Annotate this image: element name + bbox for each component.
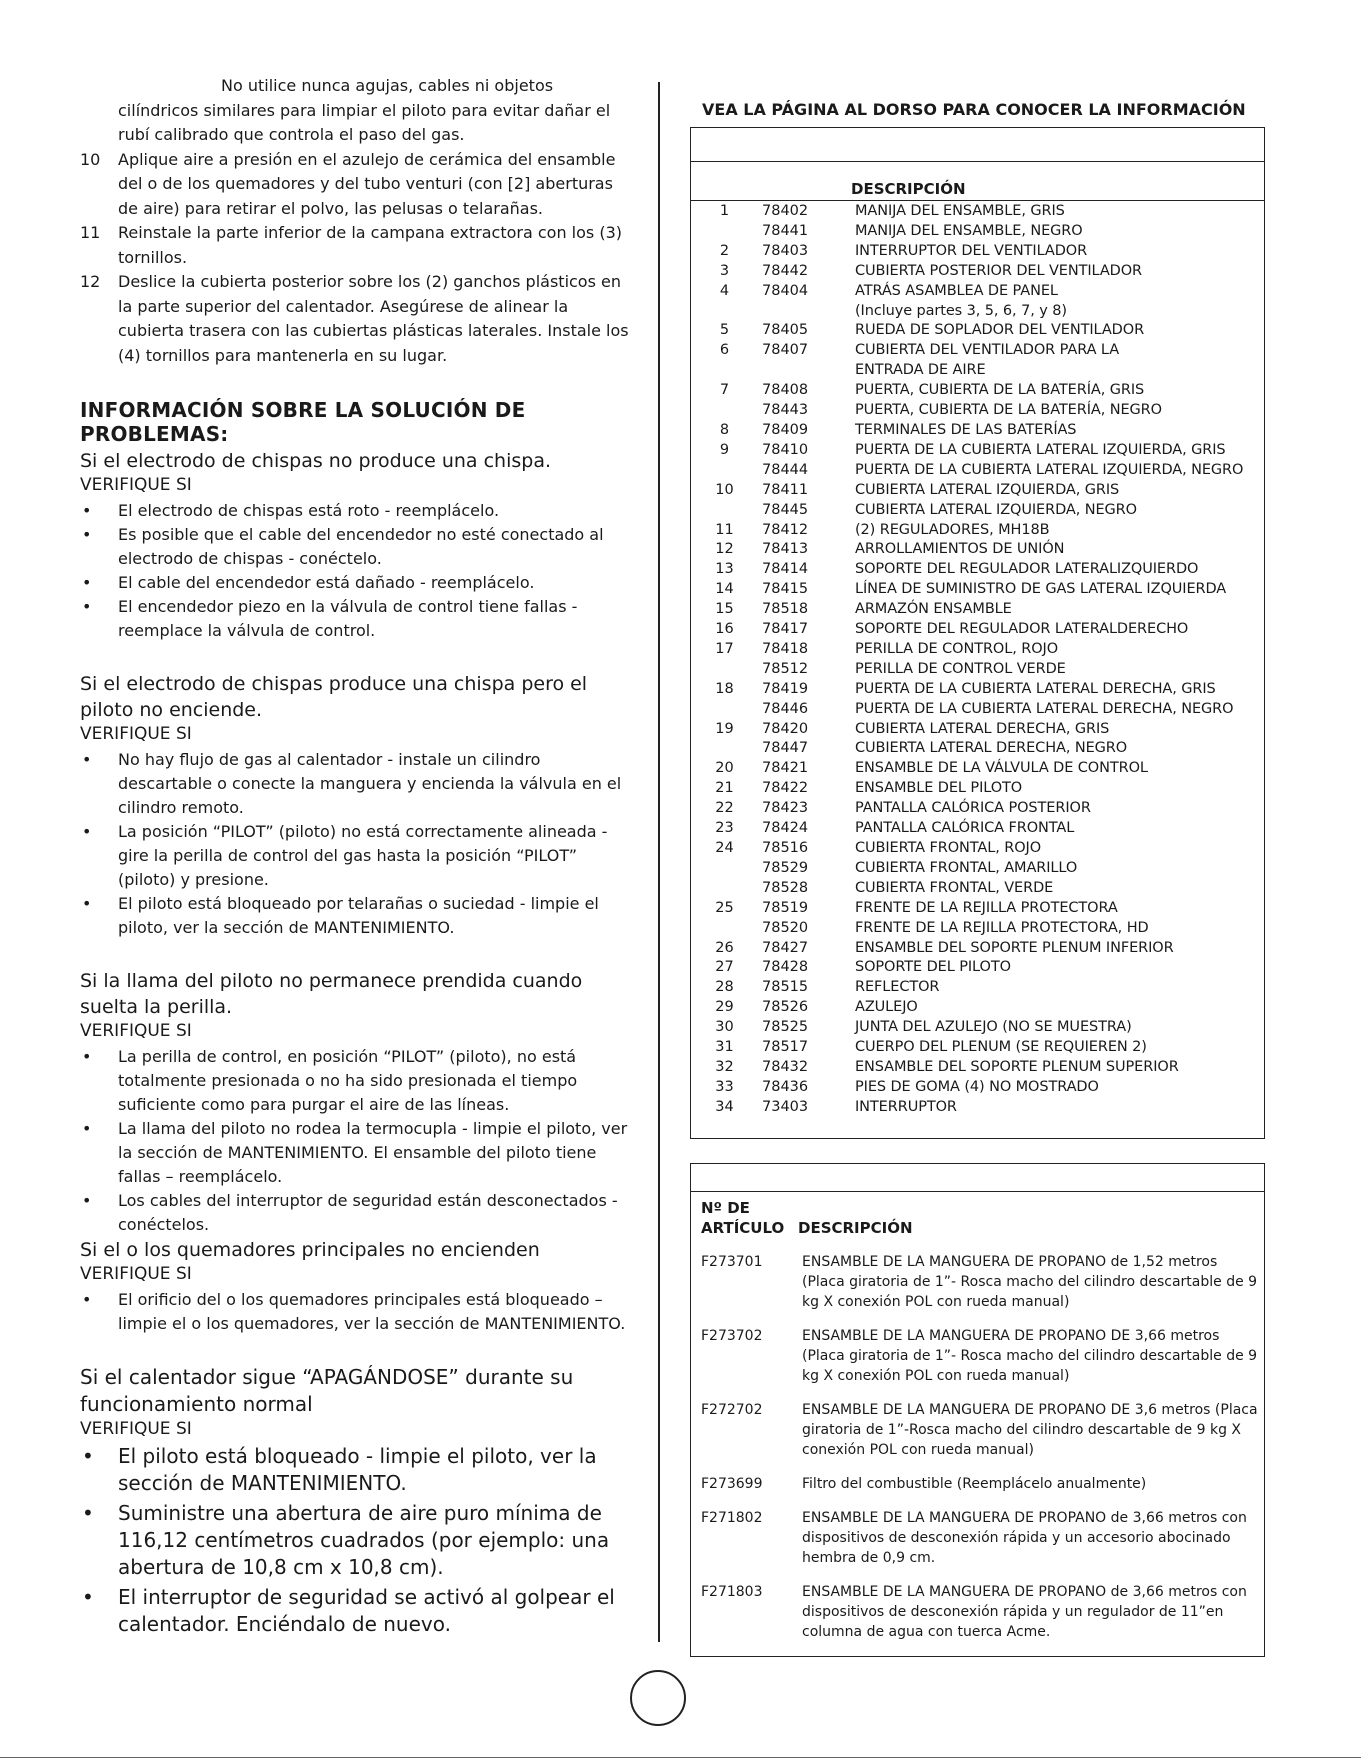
check-item <box>80 1045 635 1117</box>
part-description: CUBIERTA LATERAL IZQUIERDA, NEGRO <box>855 501 1137 518</box>
part-key-number: 4 <box>719 282 730 299</box>
part-number: 78432 <box>762 1058 809 1075</box>
part-description: REFLECTOR <box>855 979 940 996</box>
step-text: Aplique aire a presión en el azulejo de cerámica del ensamble del o de los quemadores y del tubo venturi (con [2] aberturas de aire) para retirar el polvo, las pelusas o telarañas. <box>118 149 616 218</box>
part-description: CUBIERTA LATERAL IZQUIERDA, GRIS <box>855 481 1120 498</box>
part-number: 78415 <box>762 581 809 598</box>
check-item <box>80 1288 635 1336</box>
part-description: SOPORTE DEL REGULADOR LATERALDERECHO <box>855 621 1189 638</box>
parts-row <box>691 600 1243 620</box>
part-description: CUBIERTA FRONTAL, VERDE <box>855 879 1054 896</box>
part-key-number: 23 <box>715 820 734 837</box>
step-number: 10 <box>80 149 101 169</box>
part-key-number: 18 <box>715 680 734 697</box>
part-number: 78517 <box>762 1039 809 1056</box>
check-item <box>80 820 635 892</box>
bullet-icon: • <box>82 1444 94 1468</box>
check-text: La posición “PILOT” (piloto) no está correctamente alineada - gire la perilla de control del gas hasta la posición “PILOT” (piloto) y presione. <box>118 822 608 889</box>
check-list <box>80 1288 635 1336</box>
check-text: No hay flujo de gas al calentador - instale un cilindro descartable o conecte la manguera y encienda la válvula en el cilindro remoto. <box>118 750 622 817</box>
part-description: ARMAZÓN ENSAMBLE <box>855 601 1012 618</box>
column-divider <box>658 82 660 1642</box>
part-number: 78402 <box>762 203 809 219</box>
part-number: 78412 <box>762 521 809 538</box>
part-description: PUERTA, CUBIERTA DE LA BATERÍA, GRIS <box>855 382 1145 399</box>
part-number: 78417 <box>762 621 809 638</box>
part-number: 78408 <box>762 382 809 399</box>
verify-label: VERIFIQUE SI <box>80 1419 192 1439</box>
part-key-number <box>691 879 758 899</box>
part-description: PUERTA DE LA CUBIERTA LATERAL IZQUIERDA, NEGRO <box>855 461 1244 478</box>
part-number: 78512 <box>762 660 809 677</box>
part-key-number <box>691 660 758 680</box>
part-key-number: 19 <box>715 720 734 737</box>
part-key-number: 27 <box>715 959 734 976</box>
part-description: LÍNEA DE SUMINISTRO DE GAS LATERAL IZQUIERDA <box>855 581 1227 598</box>
condition-heading: Si el o los quemadores principales no encienden <box>80 1239 540 1261</box>
part-description: CUBIERTA LATERAL DERECHA, NEGRO <box>855 740 1128 757</box>
parts-row <box>691 660 1243 680</box>
part-key-number: 25 <box>715 899 734 916</box>
bullet-icon: • <box>82 525 92 544</box>
part-description: CUBIERTA FRONTAL, ROJO <box>855 840 1042 856</box>
step-text: Deslice la cubierta posterior sobre los (2) ganchos plásticos en la parte superior del calentador. Asegúrese de alinear la cubierta trasera con las cubiertas plásticas laterales. Instale los (4) tornillos para mantenerla en su lugar. <box>118 272 629 365</box>
part-key-number: 8 <box>719 421 730 438</box>
part-key-number: 16 <box>715 621 734 638</box>
part-number: 78421 <box>762 760 809 777</box>
check-list <box>80 748 635 940</box>
part-key-number: 33 <box>715 1078 734 1095</box>
part-key-number <box>691 361 758 381</box>
check-list <box>80 499 635 643</box>
intro-paragraph <box>80 74 635 148</box>
parts-row <box>691 302 1243 322</box>
part-number: 78413 <box>762 541 809 558</box>
check-text: El cable del encendedor está dañado - reemplácelo. <box>118 573 535 592</box>
part-description: PIES DE GOMA (4) NO MOSTRADO <box>855 1078 1099 1095</box>
parts-header-bar <box>691 128 1264 162</box>
part-description: CUBIERTA FRONTAL, AMARILLO <box>855 859 1078 876</box>
part-description: INTERRUPTOR <box>855 1098 957 1115</box>
part-number: 78411 <box>762 481 809 498</box>
bullet-icon: • <box>82 822 92 841</box>
part-key-number: 3 <box>719 262 730 279</box>
step-text: Reinstale la parte inferior de la campana extractora con los (3) tornillos. <box>118 223 622 267</box>
parts-row <box>691 700 1243 720</box>
part-number: 78519 <box>762 899 809 916</box>
check-text: El orificio del o los quemadores principales está bloqueado – limpie el o los quemadores, ver la sección de MANTENIMIENTO. <box>118 1290 626 1333</box>
check-text: El piloto está bloqueado - limpie el piloto, ver la sección de MANTENIMIENTO. <box>118 1444 597 1495</box>
part-key-number: 13 <box>715 561 734 578</box>
part-description: RUEDA DE SOPLADOR DEL VENTILADOR <box>855 322 1145 339</box>
part-description: PUERTA, CUBIERTA DE LA BATERÍA, NEGRO <box>855 402 1162 419</box>
intro-continuation: cilíndricos similares para limpiar el piloto para evitar dañar el rubí calibrado que controla el paso del gas. <box>118 100 611 144</box>
parts-header-rule <box>691 200 1264 201</box>
step-number: 12 <box>80 272 101 291</box>
part-number: 78529 <box>762 859 809 876</box>
parts-row <box>691 540 1243 560</box>
part-description: CUBIERTA DEL VENTILADOR PARA LA <box>855 342 1120 359</box>
check-item <box>80 1189 635 1237</box>
part-number: 78403 <box>762 242 809 259</box>
part-key-number <box>691 739 758 759</box>
part-number: 78409 <box>762 421 809 438</box>
check-text: La perilla de control, en posición “PILOT” (piloto), no está totalmente presionada o no ha sido presionada el tiempo suficiente como para purgar el aire de las líneas. <box>118 1047 578 1114</box>
part-key-number: 10 <box>715 481 734 498</box>
part-key-number: 17 <box>715 640 734 657</box>
verify-label: VERIFIQUE SI <box>80 1264 192 1284</box>
bullet-icon: • <box>82 1191 92 1210</box>
check-text: El electrodo de chispas está roto - reemplácelo. <box>118 501 500 520</box>
parts-row <box>691 620 1243 640</box>
step-item <box>80 148 635 222</box>
part-number: 78414 <box>762 561 809 578</box>
part-key-number: 15 <box>715 601 734 618</box>
part-description: PUERTA DE LA CUBIERTA LATERAL IZQUIERDA, GRIS <box>855 441 1226 458</box>
accessories-description-header: DESCRIPCIÓN <box>798 1219 913 1237</box>
part-number: 78444 <box>762 461 809 478</box>
right-column <box>690 100 1265 1139</box>
part-description: JUNTA DEL AZULEJO (NO SE MUESTRA) <box>855 1019 1132 1036</box>
part-key-number <box>691 501 758 521</box>
bullet-icon: • <box>82 1047 92 1066</box>
part-number: 73403 <box>762 1098 809 1115</box>
accessory-row <box>701 1326 1261 1386</box>
verify-label: VERIFIQUE SI <box>80 1021 192 1041</box>
parts-row <box>691 720 1243 740</box>
check-item <box>80 892 635 940</box>
part-description: FRENTE DE LA REJILLA PROTECTORA, HD <box>855 919 1149 936</box>
part-description: SOPORTE DEL PILOTO <box>855 959 1011 976</box>
accessory-row <box>701 1508 1261 1568</box>
part-description: AZULEJO <box>855 999 918 1016</box>
parts-row <box>691 1058 1243 1078</box>
check-list <box>80 1443 635 1638</box>
condition-heading: Si el calentador sigue “APAGÁNDOSE” durante su funcionamiento normal <box>80 1365 574 1416</box>
part-key-number: 5 <box>719 322 730 339</box>
parts-row <box>691 341 1243 361</box>
parts-row <box>691 899 1243 919</box>
bullet-icon: • <box>82 1290 92 1309</box>
bullet-icon: • <box>82 501 92 520</box>
check-text: La llama del piloto no rodea la termocupla - limpie el piloto, ver la sección de MANTENIMIENTO. El ensamble del piloto tiene fallas – reemplácelo. <box>118 1119 628 1186</box>
part-description: (Incluye partes 3, 5, 6, 7, y 8) <box>855 302 1067 319</box>
check-item <box>80 571 635 595</box>
parts-row <box>691 799 1243 819</box>
parts-row <box>691 202 1243 222</box>
accessory-description: ENSAMBLE DE LA MANGUERA DE PROPANO de 3,66 metros con dispositivos de desconexión rápida y un regulador de 11”en columna de agua con tuerca Acme. <box>802 1584 1247 1640</box>
part-description: TERMINALES DE LAS BATERÍAS <box>855 421 1077 438</box>
intro-first-line: No utilice nunca agujas, cables ni objetos <box>221 76 554 95</box>
part-description: SOPORTE DEL REGULADOR LATERALIZQUIERDO <box>855 561 1199 578</box>
part-key-number <box>691 461 758 481</box>
part-description: ENSAMBLE DE LA VÁLVULA DE CONTROL <box>855 760 1148 777</box>
part-number: 78441 <box>762 222 809 239</box>
part-key-number <box>691 919 758 939</box>
bullet-icon: • <box>82 573 92 592</box>
part-key-number: 1 <box>719 203 730 219</box>
step-item <box>80 270 635 368</box>
check-text: El encendedor piezo en la válvula de control tiene fallas - reemplace la válvula de control. <box>118 597 578 640</box>
parts-row <box>691 521 1243 541</box>
parts-row <box>691 680 1243 700</box>
part-number: 78520 <box>762 919 809 936</box>
parts-row <box>691 879 1243 899</box>
condition-heading: Si el electrodo de chispas produce una chispa pero el piloto no enciende. <box>80 673 588 721</box>
parts-row <box>691 361 1243 381</box>
accessory-item-number: F272702 <box>701 1402 763 1418</box>
item-number-header-line1: Nº DE <box>701 1199 750 1217</box>
part-description: ATRÁS ASAMBLEA DE PANEL <box>855 282 1058 299</box>
part-key-number <box>691 401 758 421</box>
check-text: El piloto está bloqueado por telarañas o suciedad - limpie el piloto, ver la sección de MANTENIMIENTO. <box>118 894 599 937</box>
parts-list-box <box>690 127 1265 1139</box>
accessory-item-number: F273702 <box>701 1328 763 1344</box>
parts-row <box>691 978 1243 998</box>
part-description: CUBIERTA LATERAL DERECHA, GRIS <box>855 720 1110 737</box>
part-description: FRENTE DE LA REJILLA PROTECTORA <box>855 899 1118 916</box>
part-number: 78518 <box>762 601 809 618</box>
parts-table <box>691 202 1243 1118</box>
part-key-number: 31 <box>715 1039 734 1056</box>
verify-label: VERIFIQUE SI <box>80 475 192 495</box>
part-key-number <box>691 859 758 879</box>
part-description: PUERTA DE LA CUBIERTA LATERAL DERECHA, GRIS <box>855 680 1216 697</box>
part-description: ARROLLAMIENTOS DE UNIÓN <box>855 541 1065 558</box>
part-number: 78422 <box>762 780 809 797</box>
bullet-icon: • <box>82 1501 94 1525</box>
part-number: 78419 <box>762 680 809 697</box>
part-key-number <box>691 700 758 720</box>
part-number: 78515 <box>762 979 809 996</box>
part-description: INTERRUPTOR DEL VENTILADOR <box>855 242 1088 259</box>
step-number: 11 <box>80 223 101 242</box>
parts-row <box>691 401 1243 421</box>
parts-description-header: DESCRIPCIÓN <box>851 180 966 198</box>
part-key-number: 9 <box>719 441 730 458</box>
parts-row <box>691 580 1243 600</box>
bullet-icon: • <box>82 1585 94 1609</box>
part-number: 78445 <box>762 501 809 518</box>
part-number: 78405 <box>762 322 809 339</box>
left-column <box>80 74 635 1641</box>
accessories-list <box>701 1252 1261 1656</box>
parts-row <box>691 1018 1243 1038</box>
accessory-description: ENSAMBLE DE LA MANGUERA DE PROPANO de 3,66 metros con dispositivos de desconexión rápida y un accesorio abocinado hembra de 0,9 cm. <box>802 1510 1247 1566</box>
parts-row <box>691 998 1243 1018</box>
part-key-number: 30 <box>715 1019 734 1036</box>
part-number: 78528 <box>762 879 809 896</box>
part-number: 78407 <box>762 342 809 359</box>
parts-row <box>691 919 1243 939</box>
troubleshooting-title: INFORMACIÓN SOBRE LA SOLUCIÓN DE PROBLEMAS: <box>80 398 526 446</box>
part-number: 78446 <box>762 700 809 717</box>
part-key-number: 24 <box>715 840 734 856</box>
condition-heading: Si el electrodo de chispas no produce una chispa. <box>80 450 552 472</box>
part-description: ENTRADA DE AIRE <box>855 362 986 379</box>
parts-row <box>691 1078 1243 1098</box>
part-number: 78525 <box>762 1019 809 1036</box>
check-item <box>80 523 635 571</box>
check-item <box>80 1584 635 1638</box>
check-item <box>80 1117 635 1189</box>
part-number: 78526 <box>762 999 809 1016</box>
part-description: ENSAMBLE DEL PILOTO <box>855 780 1023 797</box>
parts-row <box>691 560 1243 580</box>
parts-row <box>691 222 1243 242</box>
part-number: 78404 <box>762 282 809 299</box>
part-key-number: 21 <box>715 780 734 797</box>
part-number: 78428 <box>762 959 809 976</box>
part-key-number <box>691 222 758 242</box>
part-key-number: 28 <box>715 979 734 996</box>
parts-row <box>691 739 1243 759</box>
part-description: ENSAMBLE DEL SOPORTE PLENUM INFERIOR <box>855 939 1174 956</box>
parts-row <box>691 640 1243 660</box>
parts-row <box>691 242 1243 262</box>
check-item <box>80 595 635 643</box>
parts-row <box>691 461 1243 481</box>
part-number: 78442 <box>762 262 809 279</box>
check-list <box>80 1045 635 1237</box>
accessory-item-number: F273701 <box>701 1254 763 1270</box>
check-item <box>80 1443 635 1497</box>
part-number <box>758 361 855 381</box>
accessory-row <box>701 1252 1261 1312</box>
condition-heading: Si la llama del piloto no permanece prendida cuando suelta la perilla. <box>80 970 583 1018</box>
parts-row <box>691 779 1243 799</box>
part-number: 78410 <box>762 441 809 458</box>
part-key-number: 7 <box>719 382 730 399</box>
part-description: PERILLA DE CONTROL VERDE <box>855 660 1066 677</box>
parts-row <box>691 481 1243 501</box>
parts-row <box>691 262 1243 282</box>
part-key-number <box>691 302 758 322</box>
part-key-number: 22 <box>715 800 734 817</box>
parts-row <box>691 381 1243 401</box>
accessories-header-bar <box>691 1164 1264 1192</box>
parts-row <box>691 501 1243 521</box>
accessory-row <box>701 1474 1261 1494</box>
check-text: Suministre una abertura de aire puro mínima de 116,12 centímetros cuadrados (por ejemplo: una abertura de 10,8 cm x 10,8 cm). <box>118 1501 610 1579</box>
part-number: 78443 <box>762 402 809 419</box>
parts-row <box>691 958 1243 978</box>
parts-row <box>691 321 1243 341</box>
part-description: CUBIERTA POSTERIOR DEL VENTILADOR <box>855 262 1142 279</box>
accessories-box <box>690 1163 1265 1657</box>
check-text: Los cables del interruptor de seguridad están desconectados - conéctelos. <box>118 1191 618 1234</box>
accessory-item-number: F271803 <box>701 1584 763 1600</box>
bottom-rule <box>0 1757 1361 1758</box>
accessory-row <box>701 1400 1261 1460</box>
part-key-number: 2 <box>719 242 730 259</box>
item-number-header <box>701 1198 784 1238</box>
part-key-number: 14 <box>715 581 734 598</box>
part-key-number: 12 <box>715 541 734 558</box>
part-description: MANIJA DEL ENSAMBLE, NEGRO <box>855 222 1083 239</box>
part-number: 78424 <box>762 820 809 837</box>
part-description: MANIJA DEL ENSAMBLE, GRIS <box>855 203 1065 219</box>
part-number: 78420 <box>762 720 809 737</box>
part-key-number: 34 <box>715 1098 734 1115</box>
check-item <box>80 499 635 523</box>
part-key-number: 26 <box>715 939 734 956</box>
parts-row <box>691 1038 1243 1058</box>
step-item <box>80 221 635 270</box>
accessory-description: ENSAMBLE DE LA MANGUERA DE PROPANO DE 3,66 metros (Placa giratoria de 1”- Rosca macho del cilindro descartable de 9 kg X conexión POL con rueda manual) <box>802 1328 1258 1384</box>
parts-row <box>691 819 1243 839</box>
part-number: 78436 <box>762 1078 809 1095</box>
verify-label: VERIFIQUE SI <box>80 724 192 744</box>
part-key-number: 11 <box>715 521 734 538</box>
parts-row <box>691 421 1243 441</box>
parts-row <box>691 839 1243 859</box>
check-text: Es posible que el cable del encendedor no esté conectado al electrodo de chispas - conéctelo. <box>118 525 604 568</box>
part-key-number: 29 <box>715 999 734 1016</box>
parts-row <box>691 282 1243 302</box>
part-number: 78447 <box>762 740 809 757</box>
part-description: PERILLA DE CONTROL, ROJO <box>855 640 1059 657</box>
part-key-number: 20 <box>715 760 734 777</box>
check-text: El interruptor de seguridad se activó al golpear el calentador. Enciéndalo de nuevo. <box>118 1585 615 1636</box>
part-number: 78418 <box>762 640 809 657</box>
part-number: 78516 <box>762 840 809 856</box>
accessory-item-number: F271802 <box>701 1510 763 1526</box>
part-description: CUERPO DEL PLENUM (SE REQUIEREN 2) <box>855 1039 1147 1056</box>
parts-row <box>691 441 1243 461</box>
page-number-circle <box>630 1670 686 1726</box>
accessory-row <box>701 1582 1261 1642</box>
part-key-number: 6 <box>719 342 730 359</box>
part-description: ENSAMBLE DEL SOPORTE PLENUM SUPERIOR <box>855 1058 1179 1075</box>
part-number: 78427 <box>762 939 809 956</box>
part-description: PANTALLA CALÓRICA FRONTAL <box>855 820 1075 837</box>
check-item <box>80 748 635 820</box>
accessory-description: ENSAMBLE DE LA MANGUERA DE PROPANO DE 3,6 metros (Placa giratoria de 1”-Rosca macho del cilindro descartable de 9 kg X conexión POL con rueda manual) <box>802 1402 1258 1458</box>
accessory-item-number: F273699 <box>701 1476 763 1492</box>
check-item <box>80 1500 635 1581</box>
part-description: (2) REGULADORES, MH18B <box>855 521 1050 538</box>
parts-row <box>691 759 1243 779</box>
accessory-description: Filtro del combustible (Reemplácelo anualmente) <box>802 1476 1147 1492</box>
bullet-icon: • <box>82 750 92 769</box>
accessory-description: ENSAMBLE DE LA MANGUERA DE PROPANO de 1,52 metros (Placa giratoria de 1”- Rosca macho del cilindro descartable de 9 kg X conexión POL con rueda manual) <box>802 1254 1258 1310</box>
part-number: 78423 <box>762 800 809 817</box>
part-description: PANTALLA CALÓRICA POSTERIOR <box>855 800 1091 817</box>
part-description: PUERTA DE LA CUBIERTA LATERAL DERECHA, NEGRO <box>855 700 1234 717</box>
maintenance-steps <box>80 148 635 369</box>
item-number-header-line2: ARTÍCULO <box>701 1219 785 1237</box>
bullet-icon: • <box>82 597 92 616</box>
part-number <box>758 302 855 322</box>
parts-row <box>691 859 1243 879</box>
parts-row <box>691 939 1243 959</box>
part-key-number: 32 <box>715 1058 734 1075</box>
parts-row <box>691 1098 1243 1118</box>
see-reverse-note: VEA LA PÁGINA AL DORSO PARA CONOCER LA INFORMACIÓN <box>702 100 1246 119</box>
bullet-icon: • <box>82 1119 92 1138</box>
bullet-icon: • <box>82 894 92 913</box>
